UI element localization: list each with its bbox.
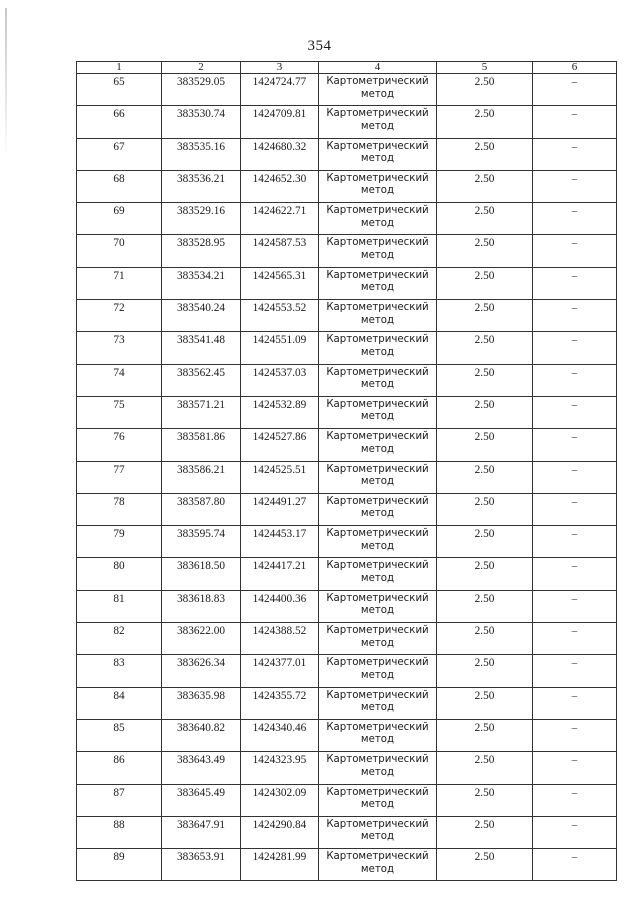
x-coordinate-cell: 383595.74 — [162, 526, 241, 558]
method-line-2: метод — [360, 799, 395, 811]
method-cell — [319, 461, 437, 493]
accuracy-cell: 2.50 — [437, 332, 533, 364]
method-cell — [319, 74, 437, 106]
point-number-cell: 89 — [77, 849, 162, 881]
accuracy-cell: 2.50 — [437, 235, 533, 267]
point-number-cell: 80 — [77, 558, 162, 590]
accuracy-cell: 2.50 — [437, 687, 533, 719]
y-coordinate-cell: 1424551.09 — [241, 332, 319, 364]
accuracy-cell: 2.50 — [437, 429, 533, 461]
table-row — [77, 849, 617, 881]
table-row — [77, 235, 617, 267]
x-coordinate-cell: 383653.91 — [162, 849, 241, 881]
y-coordinate-cell: 1424652.30 — [241, 170, 319, 202]
method-cell — [319, 623, 437, 655]
method-line-1: Картометрический — [326, 140, 429, 152]
y-coordinate-cell: 1424417.21 — [241, 558, 319, 590]
table-row — [77, 784, 617, 816]
note-cell: – — [533, 784, 617, 816]
note-cell: – — [533, 752, 617, 784]
accuracy-cell: 2.50 — [437, 558, 533, 590]
table-row — [77, 526, 617, 558]
table-row — [77, 752, 617, 784]
method-cell — [319, 590, 437, 622]
method-line-1: Картометрический — [326, 592, 429, 604]
table-row — [77, 429, 617, 461]
accuracy-cell: 2.50 — [437, 396, 533, 428]
y-coordinate-cell: 1424680.32 — [241, 138, 319, 170]
note-cell: – — [533, 267, 617, 299]
table-body — [77, 74, 617, 881]
point-number-cell: 72 — [77, 300, 162, 332]
method-line-1: Картометрический — [326, 851, 429, 863]
table-row — [77, 655, 617, 687]
point-number-cell: 87 — [77, 784, 162, 816]
y-coordinate-cell: 1424323.95 — [241, 752, 319, 784]
method-line-1: Картометрический — [326, 528, 429, 540]
x-coordinate-cell: 383640.82 — [162, 719, 241, 751]
point-number-cell: 70 — [77, 235, 162, 267]
x-coordinate-cell: 383529.16 — [162, 203, 241, 235]
accuracy-cell: 2.50 — [437, 719, 533, 751]
x-coordinate-cell: 383562.45 — [162, 364, 241, 396]
table-row — [77, 364, 617, 396]
y-coordinate-cell: 1424537.03 — [241, 364, 319, 396]
accuracy-cell: 2.50 — [437, 849, 533, 881]
method-line-1: Картометрический — [326, 721, 429, 733]
method-line-2: метод — [360, 766, 395, 778]
note-cell: – — [533, 526, 617, 558]
method-line-1: Картометрический — [326, 560, 429, 572]
accuracy-cell: 2.50 — [437, 461, 533, 493]
method-cell — [319, 300, 437, 332]
x-coordinate-cell: 383647.91 — [162, 816, 241, 848]
note-cell: – — [533, 396, 617, 428]
point-number-cell: 76 — [77, 429, 162, 461]
accuracy-cell: 2.50 — [437, 623, 533, 655]
method-line-2: метод — [360, 443, 395, 455]
accuracy-cell: 2.50 — [437, 267, 533, 299]
method-line-1: Картометрический — [326, 302, 429, 314]
y-coordinate-cell: 1424388.52 — [241, 623, 319, 655]
x-coordinate-cell: 383535.16 — [162, 138, 241, 170]
note-cell: – — [533, 590, 617, 622]
accuracy-cell: 2.50 — [437, 816, 533, 848]
point-number-cell: 74 — [77, 364, 162, 396]
y-coordinate-cell: 1424491.27 — [241, 493, 319, 525]
x-coordinate-cell: 383541.48 — [162, 332, 241, 364]
note-cell: – — [533, 300, 617, 332]
method-line-1: Картометрический — [326, 172, 429, 184]
point-number-cell: 68 — [77, 170, 162, 202]
y-coordinate-cell: 1424340.46 — [241, 719, 319, 751]
accuracy-cell: 2.50 — [437, 590, 533, 622]
accuracy-cell: 2.50 — [437, 170, 533, 202]
method-line-1: Картометрический — [326, 431, 429, 443]
method-cell — [319, 364, 437, 396]
method-cell — [319, 849, 437, 881]
method-cell — [319, 784, 437, 816]
method-line-1: Картометрический — [326, 76, 429, 87]
method-cell — [319, 170, 437, 202]
point-number-cell: 85 — [77, 719, 162, 751]
column-header: 2 — [162, 62, 241, 74]
x-coordinate-cell: 383581.86 — [162, 429, 241, 461]
method-line-2: метод — [360, 346, 395, 358]
table-row — [77, 493, 617, 525]
point-number-cell: 86 — [77, 752, 162, 784]
point-number-cell: 65 — [77, 74, 162, 106]
table-row — [77, 332, 617, 364]
table-row — [77, 170, 617, 202]
x-coordinate-cell: 383618.50 — [162, 558, 241, 590]
column-header: 3 — [241, 62, 319, 74]
method-line-2: метод — [360, 702, 395, 714]
method-line-2: метод — [360, 637, 395, 649]
table-row — [77, 203, 617, 235]
method-line-2: метод — [360, 185, 395, 197]
y-coordinate-cell: 1424281.99 — [241, 849, 319, 881]
method-cell — [319, 719, 437, 751]
method-line-2: метод — [360, 379, 395, 391]
note-cell: – — [533, 170, 617, 202]
x-coordinate-cell: 383536.21 — [162, 170, 241, 202]
table-row — [77, 267, 617, 299]
accuracy-cell: 2.50 — [437, 203, 533, 235]
note-cell: – — [533, 558, 617, 590]
table-row — [77, 719, 617, 751]
note-cell: – — [533, 235, 617, 267]
table-header — [77, 62, 617, 74]
method-cell — [319, 558, 437, 590]
table-row — [77, 106, 617, 138]
y-coordinate-cell: 1424302.09 — [241, 784, 319, 816]
method-cell — [319, 526, 437, 558]
method-cell — [319, 493, 437, 525]
note-cell: – — [533, 138, 617, 170]
y-coordinate-cell: 1424525.51 — [241, 461, 319, 493]
accuracy-cell: 2.50 — [437, 74, 533, 106]
method-line-2: метод — [360, 282, 395, 294]
table-row — [77, 816, 617, 848]
accuracy-cell: 2.50 — [437, 655, 533, 687]
note-cell: – — [533, 623, 617, 655]
method-cell — [319, 752, 437, 784]
point-number-cell: 82 — [77, 623, 162, 655]
note-cell: – — [533, 461, 617, 493]
note-cell: – — [533, 332, 617, 364]
point-number-cell: 88 — [77, 816, 162, 848]
method-line-1: Картометрический — [326, 334, 429, 346]
y-coordinate-cell: 1424724.77 — [241, 74, 319, 106]
method-line-2: метод — [360, 540, 395, 552]
point-number-cell: 77 — [77, 461, 162, 493]
method-line-1: Картометрический — [326, 463, 429, 475]
method-line-2: метод — [360, 572, 395, 584]
accuracy-cell: 2.50 — [437, 106, 533, 138]
x-coordinate-cell: 383586.21 — [162, 461, 241, 493]
scan-edge-artifact — [5, 8, 7, 158]
table-row — [77, 590, 617, 622]
table-row — [77, 623, 617, 655]
point-number-cell: 66 — [77, 106, 162, 138]
method-cell — [319, 816, 437, 848]
point-number-cell: 71 — [77, 267, 162, 299]
method-line-1: Картометрический — [326, 754, 429, 766]
accuracy-cell: 2.50 — [437, 364, 533, 396]
method-line-1: Картометрический — [326, 818, 429, 830]
x-coordinate-cell: 383534.21 — [162, 267, 241, 299]
note-cell: – — [533, 203, 617, 235]
header-row — [77, 62, 617, 74]
y-coordinate-cell: 1424527.86 — [241, 429, 319, 461]
note-cell: – — [533, 687, 617, 719]
y-coordinate-cell: 1424532.89 — [241, 396, 319, 428]
x-coordinate-cell: 383635.98 — [162, 687, 241, 719]
y-coordinate-cell: 1424622.71 — [241, 203, 319, 235]
accuracy-cell: 2.50 — [437, 300, 533, 332]
method-line-2: метод — [360, 88, 395, 100]
point-number-cell: 84 — [77, 687, 162, 719]
accuracy-cell: 2.50 — [437, 752, 533, 784]
method-line-2: метод — [360, 249, 395, 261]
y-coordinate-cell: 1424400.36 — [241, 590, 319, 622]
method-line-1: Картометрический — [326, 398, 429, 410]
y-coordinate-cell: 1424565.31 — [241, 267, 319, 299]
point-number-cell: 81 — [77, 590, 162, 622]
point-number-cell: 73 — [77, 332, 162, 364]
note-cell: – — [533, 719, 617, 751]
column-header: 6 — [533, 62, 617, 74]
point-number-cell: 67 — [77, 138, 162, 170]
method-line-2: метод — [360, 508, 395, 520]
note-cell: – — [533, 106, 617, 138]
table-row — [77, 461, 617, 493]
y-coordinate-cell: 1424377.01 — [241, 655, 319, 687]
method-line-2: метод — [360, 605, 395, 617]
point-number-cell: 79 — [77, 526, 162, 558]
method-line-2: метод — [360, 217, 395, 229]
method-cell — [319, 429, 437, 461]
method-cell — [319, 203, 437, 235]
note-cell: – — [533, 429, 617, 461]
x-coordinate-cell: 383626.34 — [162, 655, 241, 687]
accuracy-cell: 2.50 — [437, 138, 533, 170]
method-line-2: метод — [360, 120, 395, 132]
method-cell — [319, 106, 437, 138]
y-coordinate-cell: 1424709.81 — [241, 106, 319, 138]
x-coordinate-cell: 383587.80 — [162, 493, 241, 525]
point-number-cell: 75 — [77, 396, 162, 428]
y-coordinate-cell: 1424290.84 — [241, 816, 319, 848]
page-number: 354 — [307, 38, 332, 54]
method-line-2: метод — [360, 734, 395, 746]
method-line-2: метод — [360, 831, 395, 843]
table-row — [77, 300, 617, 332]
x-coordinate-cell: 383645.49 — [162, 784, 241, 816]
note-cell: – — [533, 849, 617, 881]
table-row — [77, 138, 617, 170]
method-line-1: Картометрический — [326, 108, 429, 120]
point-number-cell: 69 — [77, 203, 162, 235]
note-cell: – — [533, 655, 617, 687]
accuracy-cell: 2.50 — [437, 493, 533, 525]
table-row — [77, 558, 617, 590]
y-coordinate-cell: 1424553.52 — [241, 300, 319, 332]
x-coordinate-cell: 383528.95 — [162, 235, 241, 267]
method-cell — [319, 267, 437, 299]
x-coordinate-cell: 383618.83 — [162, 590, 241, 622]
column-header: 5 — [437, 62, 533, 74]
method-line-1: Картометрический — [326, 625, 429, 637]
point-number-cell: 83 — [77, 655, 162, 687]
method-line-2: метод — [360, 153, 395, 165]
method-line-1: Картометрический — [326, 657, 429, 669]
method-line-2: метод — [360, 476, 395, 488]
method-line-1: Картометрический — [326, 237, 429, 249]
x-coordinate-cell: 383530.74 — [162, 106, 241, 138]
y-coordinate-cell: 1424355.72 — [241, 687, 319, 719]
accuracy-cell: 2.50 — [437, 526, 533, 558]
x-coordinate-cell: 383529.05 — [162, 74, 241, 106]
column-header: 4 — [319, 62, 437, 74]
method-line-2: метод — [360, 314, 395, 326]
note-cell: – — [533, 493, 617, 525]
x-coordinate-cell: 383571.21 — [162, 396, 241, 428]
note-cell: – — [533, 816, 617, 848]
x-coordinate-cell: 383622.00 — [162, 623, 241, 655]
method-line-1: Картометрический — [326, 495, 429, 507]
method-line-1: Картометрический — [326, 366, 429, 378]
x-coordinate-cell: 383643.49 — [162, 752, 241, 784]
accuracy-cell: 2.50 — [437, 784, 533, 816]
note-cell: – — [533, 74, 617, 106]
method-cell — [319, 655, 437, 687]
table-row — [77, 396, 617, 428]
note-cell: – — [533, 364, 617, 396]
method-line-2: метод — [360, 863, 395, 875]
method-line-1: Картометрический — [326, 269, 429, 281]
table-row — [77, 687, 617, 719]
y-coordinate-cell: 1424453.17 — [241, 526, 319, 558]
method-cell — [319, 332, 437, 364]
method-cell — [319, 138, 437, 170]
method-line-1: Картометрический — [326, 786, 429, 798]
method-line-1: Картометрический — [326, 689, 429, 701]
method-cell — [319, 235, 437, 267]
table-row — [77, 74, 617, 106]
method-cell — [319, 396, 437, 428]
method-line-1: Картометрический — [326, 205, 429, 217]
column-header: 1 — [77, 62, 162, 74]
coordinates-table — [76, 61, 617, 881]
method-cell — [319, 687, 437, 719]
x-coordinate-cell: 383540.24 — [162, 300, 241, 332]
point-number-cell: 78 — [77, 493, 162, 525]
method-line-2: метод — [360, 411, 395, 423]
y-coordinate-cell: 1424587.53 — [241, 235, 319, 267]
method-line-2: метод — [360, 669, 395, 681]
